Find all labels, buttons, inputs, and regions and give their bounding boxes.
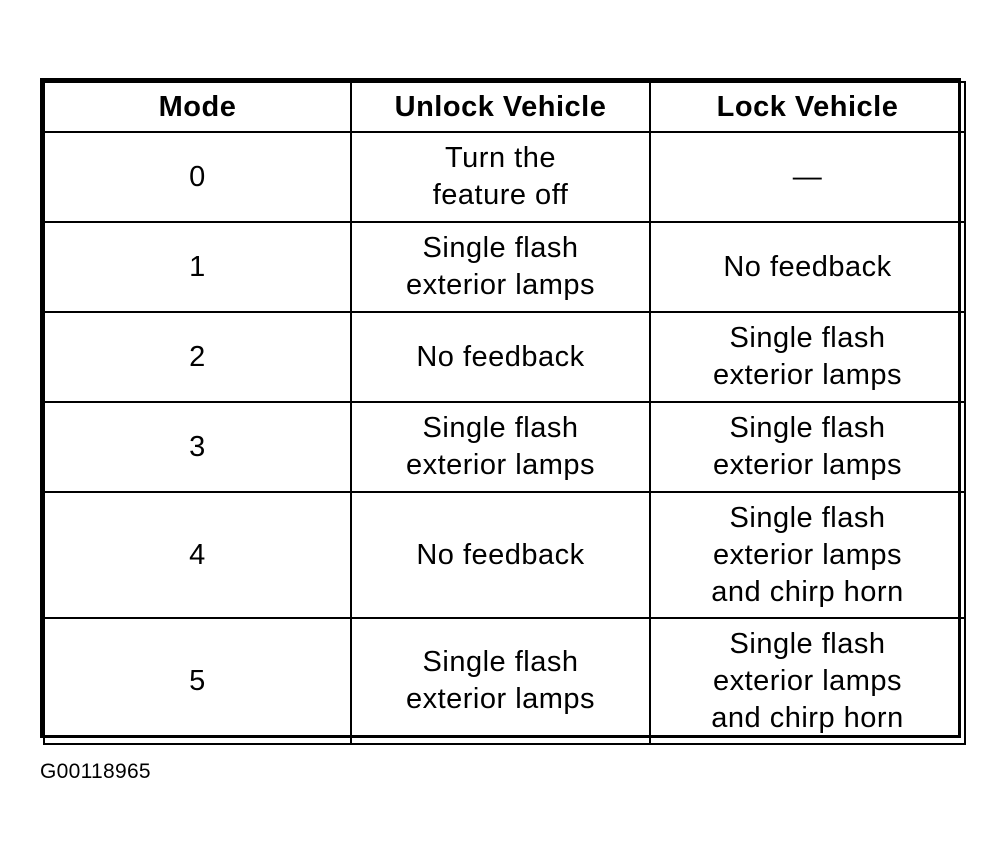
lock-text: Single flash exterior lamps — [712, 322, 903, 391]
table-row — [44, 402, 965, 492]
table-row — [44, 618, 965, 744]
unlock-cell — [351, 132, 650, 222]
lock-cell — [650, 132, 965, 222]
lock-text: Single flash exterior lamps and chirp horn — [711, 627, 904, 734]
mode-cell: 2 — [44, 312, 351, 402]
unlock-text: Single flash exterior lamps — [405, 232, 596, 301]
mode-table — [43, 81, 966, 745]
unlock-cell — [351, 312, 650, 402]
table-row — [44, 222, 965, 312]
mode-cell: 3 — [44, 402, 351, 492]
unlock-cell — [351, 492, 650, 618]
lock-cell — [650, 312, 965, 402]
table-row — [44, 492, 965, 618]
mode-table-frame — [40, 78, 961, 738]
mode-cell: 5 — [44, 618, 351, 744]
lock-cell — [650, 492, 965, 618]
lock-text: Single flash exterior lamps — [712, 412, 903, 481]
table-row — [44, 132, 965, 222]
table-header-row — [44, 82, 965, 132]
lock-cell — [650, 618, 965, 744]
unlock-text: Single flash exterior lamps — [405, 646, 596, 715]
unlock-text: Turn the feature off — [432, 142, 569, 211]
lock-cell — [650, 222, 965, 312]
unlock-text: No feedback — [416, 538, 585, 571]
unlock-cell — [351, 222, 650, 312]
lock-text: Single flash exterior lamps and chirp horn — [711, 501, 904, 608]
lock-text: No feedback — [723, 250, 892, 283]
unlock-cell — [351, 402, 650, 492]
unlock-text: No feedback — [416, 340, 585, 373]
unlock-cell — [351, 618, 650, 744]
unlock-text: Single flash exterior lamps — [405, 412, 596, 481]
header-lock-vehicle: Lock Vehicle — [650, 82, 965, 132]
mode-cell: 1 — [44, 222, 351, 312]
lock-cell — [650, 402, 965, 492]
lock-text: — — [792, 160, 823, 193]
mode-cell: 4 — [44, 492, 351, 618]
mode-cell: 0 — [44, 132, 351, 222]
figure-id-label: G00118965 — [40, 760, 151, 783]
table-row — [44, 312, 965, 402]
header-mode: Mode — [44, 82, 351, 132]
header-unlock-vehicle: Unlock Vehicle — [351, 82, 650, 132]
